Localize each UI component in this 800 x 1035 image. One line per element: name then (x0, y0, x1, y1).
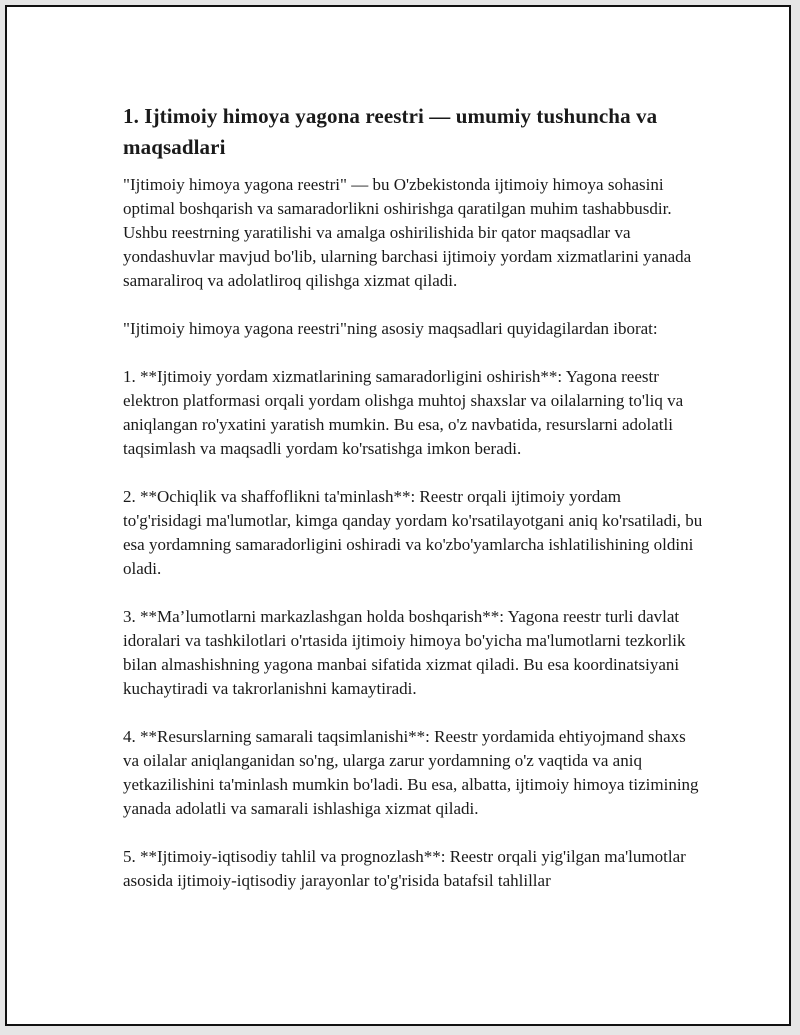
paragraph-goals-lead: "Ijtimoiy himoya yagona reestri"ning asosiy maqsadlari quyidagilardan iborat: (123, 319, 658, 338)
paragraph-goal-3: 3. **Ma’lumotlarni markazlashgan holda boshqarish**: Yagona reestr turli davlat idoralari va tashkilotlari o'rtasida ijtimoiy himoya bo'yicha ma'lumotlarni tezkorlik bilan almashishning yagona manbai sifatida xizmat qiladi. Bu esa koordinatsiyani kuchaytiradi va takrorlanishni kamaytiradi. (123, 607, 686, 698)
document-page (5, 5, 791, 1026)
paragraph-goal-4: 4. **Resurslarning samarali taqsimlanishi**: Reestr yordamida ehtiyojmand shaxs va oilalar aniqlanganidan so'ng, ularga zarur yordamning o'z vaqtida va aniq yetkazilishini ta'minlash mumkin bo'ladi. Bu esa, albatta, ijtimoiy himoya tizimining yanada adolatli va samarali ishlashiga xizmat qiladi. (123, 727, 699, 818)
paragraph-goal-2: 2. **Ochiqlik va shaffoflikni ta'minlash**: Reestr orqali ijtimoiy yordam to'g'risidagi ma'lumotlar, kimga qanday yordam ko'rsatilayotgani aniq ko'rsatiladi, bu esa yordamning samaradorligini oshiradi va ko'zbo'yamlarcha ishlatilishining oldini oladi. (123, 487, 703, 578)
document-content (123, 101, 703, 917)
paragraph-goal-5: 5. **Ijtimoiy-iqtisodiy tahlil va prognozlash**: Reestr orqali yig'ilgan ma'lumotlar asosida ijtimoiy-iqtisodiy jarayonlar to'g'risida batafsil tahlillar (123, 847, 686, 890)
section-heading: 1. Ijtimoiy himoya yagona reestri — umumiy tushuncha va maqsadlari (123, 104, 658, 159)
paragraph-goal-1: 1. **Ijtimoiy yordam xizmatlarining samaradorligini oshirish**: Yagona reestr elektron platformasi orqali yordam olishga muhtoj shaxslar va oilalarning to'liq va aniqlangan ro'yxatini yaratish mumkin. Bu esa, o'z navbatida, resurslarni adolatli taqsimlash va maqsadli yordam ko'rsatishga imkon beradi. (123, 367, 684, 458)
paragraph-intro: "Ijtimoiy himoya yagona reestri" — bu O'zbekistonda ijtimoiy himoya sohasini optimal boshqarish va samaradorlikni oshirishga qaratilgan muhim tashabbusdir. Ushbu reestrning yaratilishi va amalga oshirilishida bir qator maqsadlar va yondashuvlar mavjud bo'lib, ularning barchasi ijtimoiy yordam xizmatlarini yanada samaraliroq va adolatliroq qilishga xizmat qiladi. (123, 175, 692, 290)
